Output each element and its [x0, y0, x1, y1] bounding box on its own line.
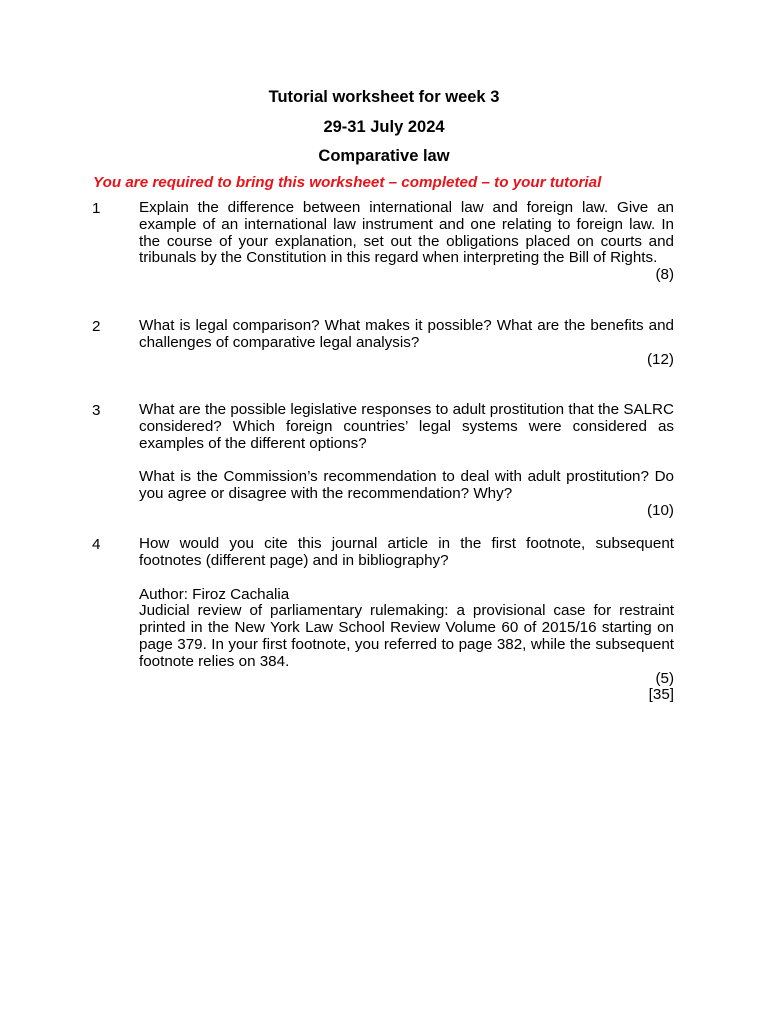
question-text: Explain the difference between international law and foreign law. Give an example of an international law instrument and one relating to foreign law. In the course of your explanation, set out the obligations placed on courts and tribunals by the Constitution in this regard when interpreting the Bill of Rights. [139, 199, 674, 267]
question-text: What is legal comparison? What makes it possible? What are the benefits and challenges of comparative legal analysis? [139, 317, 674, 351]
question-body [139, 536, 674, 704]
question-body [139, 402, 674, 520]
question-text: How would you cite this journal article in the first footnote, subsequent footnotes (different page) and in bibliography? [139, 535, 674, 569]
bring-worksheet-notice: You are required to bring this worksheet – completed – to your tutorial [93, 174, 602, 191]
question-number: 2 [92, 318, 101, 335]
article-author: Author: Firoz Cachalia [139, 585, 290, 603]
question-number: 4 [92, 536, 101, 553]
question-body [139, 200, 674, 284]
question-marks: (8) [655, 266, 674, 284]
question-number: 1 [92, 200, 101, 217]
question-marks: (10) [646, 501, 674, 519]
question-body [139, 318, 674, 368]
article-details: Judicial review of parliamentary rulemaking: a provisional case for restraint printed in the New York Law School Review Volume 60 of 2015/16 starting on page 379. In your first footnote, you referred to page 382, while the subsequent footnote relies on 384. [139, 602, 674, 670]
question-marks: (12) [646, 350, 674, 368]
question-text-followup: What is the Commission’s recommendation to deal with adult prostitution? Do you agree or disagree with the recommendation? Why? [139, 468, 674, 503]
worksheet-subject: Comparative law [318, 147, 450, 165]
question-marks: (5) [655, 669, 674, 687]
total-marks: [35] [648, 686, 674, 704]
question-text: What are the possible legislative responses to adult prostitution that the SALRC considered? Which foreign countries’ legal systems were considered as examples of the different options? [139, 401, 674, 452]
question-number: 3 [92, 402, 101, 419]
worksheet-dates: 29-31 July 2024 [323, 118, 445, 136]
worksheet-title: Tutorial worksheet for week 3 [268, 88, 500, 106]
